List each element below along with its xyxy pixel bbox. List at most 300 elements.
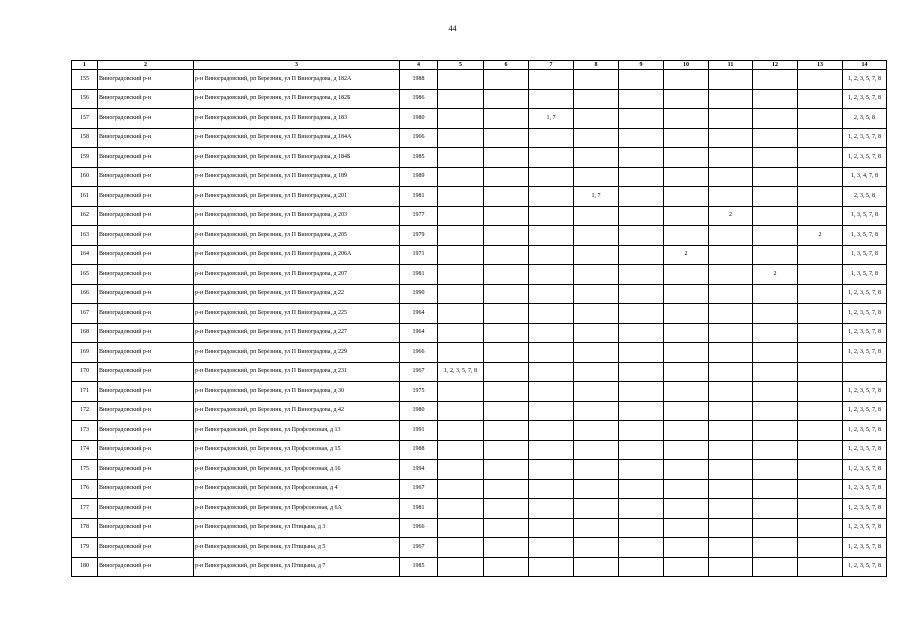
- table-row: [72, 382, 887, 402]
- criteria-cell-col-14: 1, 2, 3, 5, 7, 8: [843, 421, 887, 441]
- table-row: [72, 343, 887, 363]
- column-header-3: 3: [194, 61, 400, 70]
- criteria-cell-col-12: 2: [753, 265, 798, 285]
- criteria-cell-col-13: [798, 362, 843, 382]
- criteria-cell-col-8: [574, 362, 619, 382]
- table-row: [72, 128, 887, 148]
- criteria-cell-col-11: [709, 382, 753, 402]
- criteria-cell-col-9: [619, 479, 664, 499]
- table-row: [72, 148, 887, 168]
- row-number: 175: [72, 460, 98, 480]
- criteria-cell-col-5: [438, 226, 484, 246]
- page-number: 44: [448, 24, 457, 33]
- criteria-cell-col-6: [484, 89, 529, 109]
- year-cell: 1966: [400, 343, 438, 363]
- criteria-cell-col-7: [529, 89, 574, 109]
- criteria-cell-col-14: 1, 2, 3, 5, 7, 8: [843, 401, 887, 421]
- criteria-cell-col-5: [438, 401, 484, 421]
- year-cell: 1975: [400, 382, 438, 402]
- district-cell: Виноградовский р-н: [98, 518, 194, 538]
- criteria-cell-col-7: [529, 382, 574, 402]
- criteria-cell-col-6: [484, 440, 529, 460]
- year-cell: 1977: [400, 206, 438, 226]
- criteria-cell-col-7: [529, 343, 574, 363]
- criteria-cell-col-5: [438, 460, 484, 480]
- address-cell: р-н Виноградовский, рп Березник, ул П Виноградова, д 231: [194, 362, 400, 382]
- address-cell: р-н Виноградовский, рп Березник, ул П Виноградова, д 182А: [194, 70, 400, 90]
- district-cell: Виноградовский р-н: [98, 323, 194, 343]
- table-row: [72, 304, 887, 324]
- table-body: [72, 70, 887, 577]
- criteria-cell-col-9: [619, 187, 664, 207]
- criteria-cell-col-8: [574, 557, 619, 577]
- criteria-cell-col-5: [438, 206, 484, 226]
- criteria-cell-col-14: 1, 2, 3, 5, 7, 8: [843, 284, 887, 304]
- criteria-cell-col-5: 1, 2, 3, 5, 7, 8: [438, 362, 484, 382]
- criteria-cell-col-11: [709, 89, 753, 109]
- criteria-cell-col-11: [709, 538, 753, 558]
- criteria-cell-col-14: 2, 3, 5, 8: [843, 187, 887, 207]
- district-cell: Виноградовский р-н: [98, 382, 194, 402]
- criteria-cell-col-7: [529, 226, 574, 246]
- criteria-cell-col-9: [619, 323, 664, 343]
- criteria-cell-col-10: [664, 557, 709, 577]
- criteria-cell-col-11: [709, 499, 753, 519]
- address-cell: р-н Виноградовский, рп Березник, ул П Виноградова, д 22: [194, 284, 400, 304]
- column-header-8: 8: [574, 61, 619, 70]
- criteria-cell-col-7: [529, 70, 574, 90]
- criteria-cell-col-7: [529, 401, 574, 421]
- criteria-cell-col-11: [709, 304, 753, 324]
- year-cell: 1971: [400, 245, 438, 265]
- criteria-cell-col-11: [709, 148, 753, 168]
- criteria-cell-col-5: [438, 148, 484, 168]
- criteria-cell-col-6: [484, 343, 529, 363]
- table-row: [72, 167, 887, 187]
- criteria-cell-col-12: [753, 284, 798, 304]
- district-cell: Виноградовский р-н: [98, 128, 194, 148]
- row-number: 170: [72, 362, 98, 382]
- criteria-cell-col-12: [753, 440, 798, 460]
- criteria-cell-col-11: [709, 557, 753, 577]
- criteria-cell-col-5: [438, 557, 484, 577]
- criteria-cell-col-14: 1, 3, 5, 7, 8: [843, 226, 887, 246]
- criteria-cell-col-14: 1, 3, 5, 7, 8: [843, 245, 887, 265]
- criteria-cell-col-12: [753, 148, 798, 168]
- criteria-cell-col-12: [753, 304, 798, 324]
- year-cell: 1981: [400, 499, 438, 519]
- criteria-cell-col-10: [664, 518, 709, 538]
- address-cell: р-н Виноградовский, рп Березник, ул П Виноградова, д 184Б: [194, 148, 400, 168]
- criteria-cell-col-9: [619, 148, 664, 168]
- district-cell: Виноградовский р-н: [98, 245, 194, 265]
- criteria-cell-col-12: [753, 167, 798, 187]
- year-cell: 1980: [400, 109, 438, 129]
- criteria-cell-col-6: [484, 382, 529, 402]
- criteria-cell-col-13: [798, 323, 843, 343]
- district-cell: Виноградовский р-н: [98, 401, 194, 421]
- criteria-cell-col-8: [574, 284, 619, 304]
- criteria-cell-col-12: [753, 518, 798, 538]
- table-row: [72, 479, 887, 499]
- district-cell: Виноградовский р-н: [98, 343, 194, 363]
- row-number: 174: [72, 440, 98, 460]
- column-header-7: 7: [529, 61, 574, 70]
- criteria-cell-col-5: [438, 440, 484, 460]
- criteria-cell-col-10: [664, 265, 709, 285]
- criteria-cell-col-11: [709, 479, 753, 499]
- criteria-cell-col-12: [753, 89, 798, 109]
- criteria-cell-col-5: [438, 421, 484, 441]
- criteria-cell-col-10: [664, 148, 709, 168]
- criteria-cell-col-8: [574, 304, 619, 324]
- criteria-cell-col-11: [709, 245, 753, 265]
- district-cell: Виноградовский р-н: [98, 440, 194, 460]
- criteria-cell-col-11: [709, 518, 753, 538]
- criteria-cell-col-5: [438, 499, 484, 519]
- criteria-cell-col-5: [438, 89, 484, 109]
- criteria-cell-col-12: [753, 187, 798, 207]
- criteria-cell-col-9: [619, 499, 664, 519]
- criteria-cell-col-9: [619, 226, 664, 246]
- criteria-cell-col-6: [484, 70, 529, 90]
- year-cell: 1966: [400, 518, 438, 538]
- criteria-cell-col-11: [709, 187, 753, 207]
- criteria-cell-col-6: [484, 557, 529, 577]
- criteria-cell-col-10: [664, 187, 709, 207]
- criteria-cell-col-6: [484, 167, 529, 187]
- criteria-cell-col-12: [753, 421, 798, 441]
- table-row: [72, 557, 887, 577]
- address-cell: р-н Виноградовский, рп Березник, ул П Виноградова, д 207: [194, 265, 400, 285]
- criteria-cell-col-7: [529, 323, 574, 343]
- row-number: 160: [72, 167, 98, 187]
- criteria-cell-col-10: [664, 479, 709, 499]
- criteria-cell-col-14: 1, 2, 3, 5, 7, 8: [843, 70, 887, 90]
- district-cell: Виноградовский р-н: [98, 284, 194, 304]
- criteria-cell-col-5: [438, 323, 484, 343]
- criteria-cell-col-12: [753, 401, 798, 421]
- criteria-cell-col-5: [438, 538, 484, 558]
- address-cell: р-н Виноградовский, рп Березник, ул Птицына, д 7: [194, 557, 400, 577]
- criteria-cell-col-10: [664, 70, 709, 90]
- criteria-cell-col-12: [753, 323, 798, 343]
- criteria-cell-col-8: [574, 421, 619, 441]
- district-cell: Виноградовский р-н: [98, 421, 194, 441]
- criteria-cell-col-13: [798, 148, 843, 168]
- address-cell: р-н Виноградовский, рп Березник, ул П Виноградова, д 189: [194, 167, 400, 187]
- criteria-cell-col-13: [798, 167, 843, 187]
- criteria-cell-col-7: [529, 499, 574, 519]
- criteria-cell-col-10: [664, 362, 709, 382]
- year-cell: 1985: [400, 557, 438, 577]
- criteria-cell-col-6: [484, 206, 529, 226]
- district-cell: Виноградовский р-н: [98, 265, 194, 285]
- criteria-cell-col-6: [484, 401, 529, 421]
- criteria-cell-col-14: 1, 2, 3, 5, 7, 8: [843, 538, 887, 558]
- criteria-cell-col-14: 1, 2, 3, 5, 7, 8: [843, 460, 887, 480]
- criteria-cell-col-7: 1, 7: [529, 109, 574, 129]
- criteria-cell-col-14: 1, 2, 3, 5, 7, 8: [843, 499, 887, 519]
- criteria-cell-col-6: [484, 304, 529, 324]
- criteria-cell-col-8: 1, 7: [574, 187, 619, 207]
- criteria-cell-col-11: [709, 128, 753, 148]
- criteria-cell-col-6: [484, 245, 529, 265]
- criteria-cell-col-13: [798, 479, 843, 499]
- address-cell: р-н Виноградовский, рп Березник, ул Профсоюзная, д 6А: [194, 499, 400, 519]
- criteria-cell-col-14: 1, 2, 3, 5, 7, 8: [843, 148, 887, 168]
- address-cell: р-н Виноградовский, рп Березник, ул П Виноградова, д 182Б: [194, 89, 400, 109]
- column-header-13: 13: [798, 61, 843, 70]
- criteria-cell-col-5: [438, 167, 484, 187]
- district-cell: Виноградовский р-н: [98, 109, 194, 129]
- criteria-cell-col-12: [753, 499, 798, 519]
- criteria-cell-col-10: [664, 499, 709, 519]
- criteria-cell-col-8: [574, 323, 619, 343]
- row-number: 155: [72, 70, 98, 90]
- year-cell: 1990: [400, 284, 438, 304]
- criteria-cell-col-7: [529, 557, 574, 577]
- criteria-cell-col-6: [484, 460, 529, 480]
- criteria-cell-col-7: [529, 440, 574, 460]
- criteria-cell-col-9: [619, 440, 664, 460]
- criteria-cell-col-11: [709, 401, 753, 421]
- district-cell: Виноградовский р-н: [98, 538, 194, 558]
- table-row: [72, 518, 887, 538]
- criteria-cell-col-8: [574, 265, 619, 285]
- year-cell: 1981: [400, 265, 438, 285]
- criteria-cell-col-7: [529, 479, 574, 499]
- table-row: [72, 401, 887, 421]
- criteria-cell-col-9: [619, 70, 664, 90]
- year-cell: 1967: [400, 538, 438, 558]
- criteria-cell-col-6: [484, 323, 529, 343]
- criteria-cell-col-13: [798, 401, 843, 421]
- address-cell: р-н Виноградовский, рп Березник, ул Профсоюзная, д 16: [194, 460, 400, 480]
- criteria-cell-col-5: [438, 70, 484, 90]
- column-header-9: 9: [619, 61, 664, 70]
- criteria-cell-col-12: [753, 343, 798, 363]
- table-row: [72, 206, 887, 226]
- criteria-cell-col-9: [619, 206, 664, 226]
- table-row: [72, 362, 887, 382]
- criteria-cell-col-8: [574, 518, 619, 538]
- row-number: 169: [72, 343, 98, 363]
- criteria-cell-col-14: [843, 362, 887, 382]
- criteria-cell-col-5: [438, 265, 484, 285]
- table-row: [72, 421, 887, 441]
- criteria-cell-col-9: [619, 538, 664, 558]
- criteria-cell-col-8: [574, 167, 619, 187]
- criteria-cell-col-9: [619, 304, 664, 324]
- row-number: 156: [72, 89, 98, 109]
- criteria-cell-col-9: [619, 89, 664, 109]
- column-header-11: 11: [709, 61, 753, 70]
- criteria-cell-col-11: [709, 421, 753, 441]
- criteria-cell-col-5: [438, 304, 484, 324]
- year-cell: 1981: [400, 187, 438, 207]
- criteria-cell-col-6: [484, 362, 529, 382]
- row-number: 163: [72, 226, 98, 246]
- criteria-cell-col-7: [529, 421, 574, 441]
- table-row: [72, 323, 887, 343]
- criteria-cell-col-7: [529, 304, 574, 324]
- address-cell: р-н Виноградовский, рп Березник, ул Птицына, д 3: [194, 518, 400, 538]
- criteria-cell-col-6: [484, 109, 529, 129]
- row-number: 157: [72, 109, 98, 129]
- year-cell: 1989: [400, 167, 438, 187]
- row-number: 173: [72, 421, 98, 441]
- criteria-cell-col-5: [438, 109, 484, 129]
- table-row: [72, 265, 887, 285]
- district-cell: Виноградовский р-н: [98, 557, 194, 577]
- criteria-cell-col-9: [619, 460, 664, 480]
- criteria-cell-col-8: [574, 226, 619, 246]
- criteria-cell-col-13: [798, 499, 843, 519]
- criteria-cell-col-8: [574, 343, 619, 363]
- district-cell: Виноградовский р-н: [98, 479, 194, 499]
- district-cell: Виноградовский р-н: [98, 89, 194, 109]
- criteria-cell-col-12: [753, 128, 798, 148]
- criteria-cell-col-5: [438, 382, 484, 402]
- criteria-cell-col-6: [484, 284, 529, 304]
- criteria-cell-col-6: [484, 265, 529, 285]
- criteria-cell-col-12: [753, 226, 798, 246]
- criteria-cell-col-7: [529, 362, 574, 382]
- address-cell: р-н Виноградовский, рп Березник, ул П Виноградова, д 30: [194, 382, 400, 402]
- criteria-cell-col-12: [753, 382, 798, 402]
- district-cell: Виноградовский р-н: [98, 206, 194, 226]
- criteria-cell-col-9: [619, 362, 664, 382]
- row-number: 176: [72, 479, 98, 499]
- criteria-cell-col-14: 1, 2, 3, 5, 7, 8: [843, 382, 887, 402]
- criteria-cell-col-9: [619, 265, 664, 285]
- criteria-cell-col-14: 1, 3, 4, 7, 8: [843, 167, 887, 187]
- criteria-cell-col-8: [574, 538, 619, 558]
- criteria-cell-col-8: [574, 148, 619, 168]
- criteria-cell-col-9: [619, 401, 664, 421]
- criteria-cell-col-14: 1, 2, 3, 5, 7, 8: [843, 89, 887, 109]
- criteria-cell-col-14: 1, 2, 3, 5, 7, 8: [843, 304, 887, 324]
- criteria-cell-col-8: [574, 440, 619, 460]
- criteria-cell-col-12: [753, 109, 798, 129]
- criteria-cell-col-6: [484, 479, 529, 499]
- row-number: 179: [72, 538, 98, 558]
- criteria-cell-col-5: [438, 343, 484, 363]
- criteria-cell-col-8: [574, 499, 619, 519]
- row-number: 178: [72, 518, 98, 538]
- criteria-cell-col-6: [484, 148, 529, 168]
- year-cell: 1985: [400, 148, 438, 168]
- criteria-cell-col-9: [619, 518, 664, 538]
- year-cell: 1988: [400, 70, 438, 90]
- criteria-cell-col-8: [574, 128, 619, 148]
- criteria-cell-col-13: [798, 518, 843, 538]
- criteria-cell-col-10: 2: [664, 245, 709, 265]
- table-row: [72, 109, 887, 129]
- criteria-cell-col-13: [798, 343, 843, 363]
- criteria-cell-col-13: 2: [798, 226, 843, 246]
- row-number: 171: [72, 382, 98, 402]
- criteria-cell-col-13: [798, 206, 843, 226]
- criteria-cell-col-10: [664, 89, 709, 109]
- table-row: [72, 70, 887, 90]
- district-cell: Виноградовский р-н: [98, 70, 194, 90]
- criteria-cell-col-9: [619, 245, 664, 265]
- criteria-cell-col-8: [574, 479, 619, 499]
- table-row: [72, 89, 887, 109]
- criteria-cell-col-10: [664, 284, 709, 304]
- year-cell: 1964: [400, 323, 438, 343]
- row-number: 165: [72, 265, 98, 285]
- criteria-cell-col-13: [798, 109, 843, 129]
- criteria-cell-col-13: [798, 265, 843, 285]
- address-cell: р-н Виноградовский, рп Березник, ул П Виноградова, д 42: [194, 401, 400, 421]
- criteria-cell-col-12: [753, 538, 798, 558]
- criteria-cell-col-12: [753, 70, 798, 90]
- row-number: 168: [72, 323, 98, 343]
- criteria-cell-col-5: [438, 284, 484, 304]
- row-number: 166: [72, 284, 98, 304]
- row-number: 158: [72, 128, 98, 148]
- criteria-cell-col-14: 1, 2, 3, 5, 7, 8: [843, 128, 887, 148]
- district-cell: Виноградовский р-н: [98, 460, 194, 480]
- criteria-cell-col-14: 1, 2, 3, 5, 7, 8: [843, 440, 887, 460]
- criteria-cell-col-10: [664, 460, 709, 480]
- row-number: 164: [72, 245, 98, 265]
- criteria-cell-col-9: [619, 421, 664, 441]
- district-cell: Виноградовский р-н: [98, 148, 194, 168]
- criteria-cell-col-5: [438, 479, 484, 499]
- criteria-cell-col-13: [798, 557, 843, 577]
- criteria-cell-col-13: [798, 382, 843, 402]
- table-row: [72, 440, 887, 460]
- criteria-cell-col-14: 1, 2, 3, 5, 7, 8: [843, 518, 887, 538]
- district-cell: Виноградовский р-н: [98, 499, 194, 519]
- criteria-cell-col-6: [484, 421, 529, 441]
- criteria-cell-col-6: [484, 518, 529, 538]
- criteria-cell-col-5: [438, 518, 484, 538]
- criteria-cell-col-13: [798, 460, 843, 480]
- criteria-cell-col-6: [484, 499, 529, 519]
- criteria-cell-col-11: 2: [709, 206, 753, 226]
- criteria-cell-col-11: [709, 265, 753, 285]
- criteria-cell-col-5: [438, 245, 484, 265]
- row-number: 162: [72, 206, 98, 226]
- criteria-cell-col-8: [574, 206, 619, 226]
- year-cell: 1967: [400, 362, 438, 382]
- criteria-cell-col-6: [484, 187, 529, 207]
- criteria-cell-col-14: 1, 2, 3, 5, 7, 8: [843, 323, 887, 343]
- table-row: [72, 187, 887, 207]
- criteria-cell-col-12: [753, 557, 798, 577]
- column-header-2: 2: [98, 61, 194, 70]
- criteria-cell-col-6: [484, 226, 529, 246]
- criteria-cell-col-12: [753, 206, 798, 226]
- year-cell: 1994: [400, 460, 438, 480]
- row-number: 161: [72, 187, 98, 207]
- district-cell: Виноградовский р-н: [98, 304, 194, 324]
- column-header-10: 10: [664, 61, 709, 70]
- address-cell: р-н Виноградовский, рп Березник, ул П Виноградова, д 206А: [194, 245, 400, 265]
- criteria-cell-col-10: [664, 206, 709, 226]
- criteria-cell-col-7: [529, 518, 574, 538]
- criteria-cell-col-13: [798, 128, 843, 148]
- criteria-cell-col-8: [574, 70, 619, 90]
- criteria-cell-col-13: [798, 421, 843, 441]
- criteria-cell-col-10: [664, 323, 709, 343]
- criteria-cell-col-13: [798, 284, 843, 304]
